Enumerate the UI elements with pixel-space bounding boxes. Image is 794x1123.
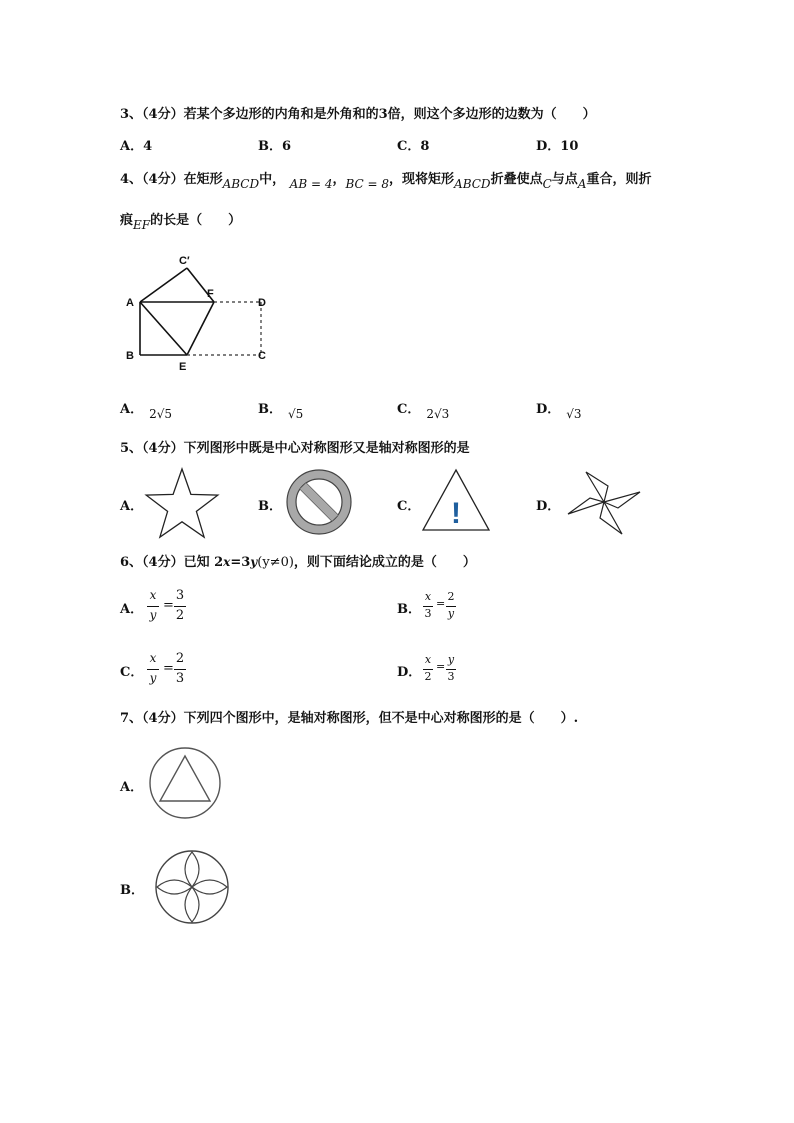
q5-stem: 5、（4分）下列图形中既是中心对称图形又是轴对称图形的是 — [120, 441, 470, 456]
q4-option-b: B． √5 — [258, 402, 304, 421]
q4-abcd-1: ABCD — [222, 177, 260, 191]
warning-mark: ! — [451, 497, 461, 530]
q4-ef: EF — [133, 218, 151, 232]
q6-stem: 6、（4分）已知 2x=3y(y≠0)，则下面结论成立的是（ ） — [120, 555, 476, 570]
circle-triangle-icon — [148, 746, 222, 820]
q6-option-b: B． — [397, 602, 421, 617]
circle-petals-icon — [154, 849, 230, 925]
q3-stem: 3、（4分）若某个多边形的内角和是外角和的3倍，则这个多边形的边数为（ ） — [120, 107, 596, 122]
no-entry-icon — [284, 467, 354, 537]
q6-option-b-equals: = — [436, 597, 446, 610]
q4-point-a: A — [577, 177, 587, 191]
q3-option-b: B．6 — [258, 139, 292, 154]
q4-option-a: A． 2√5 — [120, 402, 173, 421]
pinwheel-icon — [564, 464, 644, 540]
star-icon — [142, 466, 222, 538]
q4-label-f: F — [207, 288, 214, 300]
q5-option-b: B． — [258, 499, 282, 514]
q6-option-d-equals: = — [436, 660, 446, 673]
q4-label-c: C — [258, 350, 266, 362]
q6-option-c: C． — [120, 665, 144, 680]
q4-option-d: D． √3 — [536, 402, 582, 421]
q3-option-c: C．8 — [397, 139, 430, 154]
q5-option-c: C． — [397, 499, 421, 514]
q4-point-c: C — [542, 177, 552, 191]
q4-bc-eq: BC = 8 — [345, 177, 390, 191]
q6-option-c-equals: = — [163, 661, 174, 676]
q4-stem-line1: 4、（4分）在矩形ABCD中， AB = 4，BC = 8，现将矩形ABCD折叠使点C与点A重合，则折 — [120, 172, 652, 191]
warning-triangle-icon — [421, 468, 491, 532]
q4-abcd-2: ABCD — [454, 177, 491, 191]
q4-label-b: B — [126, 350, 134, 362]
q6-option-a-equals: = — [163, 598, 174, 613]
q4-option-c: C． 2√3 — [397, 402, 450, 421]
q5-option-a: A． — [120, 499, 144, 514]
q4-label-a: A — [126, 297, 134, 309]
q6-option-a: A． — [120, 602, 144, 617]
q6-option-d: D． — [397, 665, 422, 680]
q4-stem-line2: 痕EF的长是（ ） — [120, 213, 242, 232]
q7-stem: 7、（4分）下列四个图形中，是轴对称图形，但不是中心对称图形的是（ ）. — [120, 711, 579, 726]
q4-label-c-prime: C′ — [179, 255, 190, 267]
q3-option-a: A．4 — [120, 139, 153, 154]
q5-option-d: D． — [536, 499, 561, 514]
q3-option-d: D．10 — [536, 139, 579, 154]
q7-option-b: B． — [120, 883, 144, 898]
q7-option-a: A． — [120, 780, 144, 795]
q4-label-e: E — [179, 361, 187, 373]
q4-label-d: D — [258, 297, 266, 309]
q4-ab-eq: AB = 4 — [289, 177, 333, 191]
